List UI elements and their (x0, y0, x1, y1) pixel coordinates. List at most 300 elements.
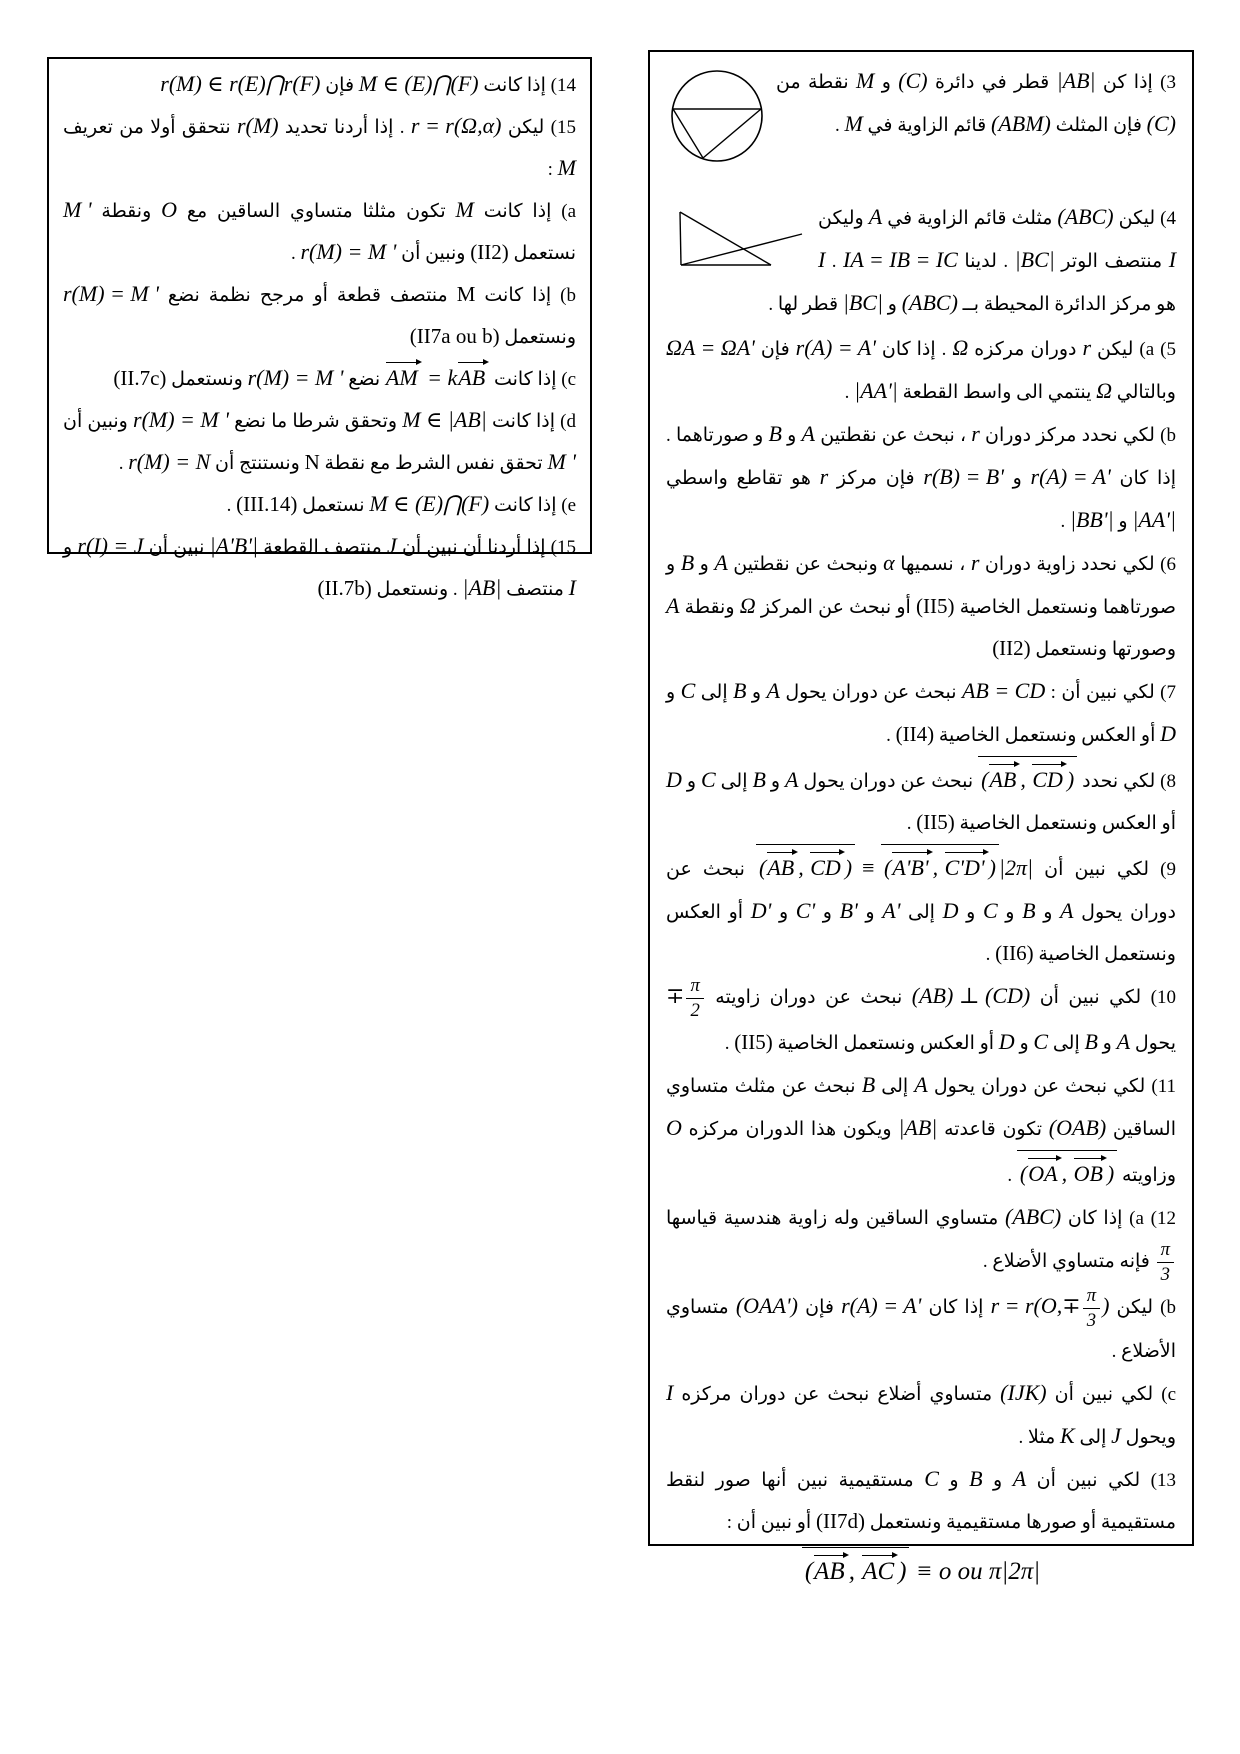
math-group (63, 274, 159, 316)
arabic-text: ونقطة (679, 597, 740, 618)
math-group (962, 670, 1045, 713)
math-run: ) (1102, 1293, 1110, 1319)
math-reference: (II7a ou b) (409, 324, 500, 348)
arabic-text: وبالتالي (1112, 382, 1176, 403)
arabic-text: وليكن (818, 208, 869, 229)
math-group (236, 484, 297, 526)
math-run: D (1160, 721, 1176, 746)
math-group (701, 759, 716, 802)
arabic-text: 11) لكي نبحث عن دوران يحول (927, 1076, 1177, 1097)
math-group (1031, 456, 1111, 499)
arabic-text: وتحقق شرطا ما نضع (228, 411, 403, 432)
math-run: α (883, 550, 895, 575)
math-reference: (II4) (895, 722, 935, 746)
arabic-text: فإنه متساوي الأضلاع . (982, 1251, 1155, 1273)
arabic-text: . (985, 944, 996, 965)
math-run: C (700, 767, 716, 792)
math-reference: (II7d) (815, 1509, 865, 1533)
arabic-text: . (226, 495, 237, 516)
math-group (1169, 239, 1176, 282)
item-15 (63, 106, 576, 190)
item-8 (666, 756, 1176, 844)
item-5b (666, 413, 1176, 542)
math-run: A (1116, 1029, 1131, 1054)
arabic-text: . إذا أردنا تحديد (278, 117, 411, 138)
vector-angle-pair: (AB , CD ) (756, 844, 855, 879)
math-run: A (801, 421, 815, 446)
math-run: A (914, 1072, 928, 1097)
math-run: K (1060, 1423, 1075, 1448)
arabic-text: متساوي الأضلاع . (666, 1297, 1176, 1362)
math-reference: (II.7b) (317, 576, 372, 600)
math-group (896, 714, 934, 756)
vector: CD (1031, 760, 1067, 791)
vector-angle-pair: (A'B' , C'D' ) (881, 844, 999, 879)
arabic-text: و (958, 902, 983, 923)
math-group (1060, 1415, 1075, 1458)
math-run: (ABC) (901, 290, 958, 315)
math-run: M ' (547, 449, 576, 474)
math-run: r(M) = M ' (63, 281, 159, 306)
math-group (317, 568, 371, 610)
math-group (411, 106, 502, 148)
arabic-text: قطر لها . (768, 294, 843, 315)
math-run: M ∈ |AB| (402, 407, 487, 432)
arabic-text: ويكون هذا الدوران مركزه (681, 1119, 899, 1140)
arabic-text: 15) ليكن (501, 117, 576, 138)
arabic-text: 7) لكي نبين أن : (1045, 682, 1176, 703)
math-group (816, 1501, 865, 1543)
math-reference: (II5) (734, 1030, 773, 1054)
math-group (300, 232, 396, 274)
math-run: B (1084, 1029, 1098, 1054)
vector: AM (385, 358, 422, 389)
arabic-text: . (834, 115, 845, 136)
math-run: M (455, 197, 474, 222)
math-run: r(A) = A' (1030, 464, 1111, 489)
math-group (569, 568, 576, 610)
math-reference: (II5) (916, 594, 955, 618)
math-run: M (856, 68, 875, 93)
item-12a (666, 1196, 1176, 1285)
math-group (1155, 1239, 1176, 1285)
vector-angle-pair: (AB , AC ) (802, 1547, 910, 1585)
arabic-text: نبحث عن دوران زاويته (705, 987, 912, 1009)
arabic-text: 14) إذا كانت (478, 75, 576, 96)
math-group (1022, 890, 1035, 933)
math-group (128, 442, 210, 484)
math-reference: M (456, 282, 476, 306)
math-run: O (161, 197, 177, 222)
arabic-text: هو مركز الدائرة المحيطة بــ (957, 294, 1176, 315)
arabic-text: فإن مركز (828, 468, 924, 489)
math-group (882, 890, 900, 933)
math-group (1015, 239, 1055, 282)
vector: AC (861, 1551, 898, 1585)
math-group (1160, 713, 1176, 756)
arabic-text: إلى (875, 1076, 915, 1097)
arabic-text: . (724, 1033, 735, 1054)
arabic-text: 9) لكي نبين أن (1033, 859, 1176, 880)
math-group (862, 1064, 875, 1107)
math-group (63, 190, 92, 232)
arabic-text: . (844, 382, 855, 403)
math-group (359, 64, 479, 106)
vector-angle-pair: (OA , OB ) (1017, 1150, 1117, 1185)
math-group (1147, 103, 1176, 146)
math-run: A (784, 767, 799, 792)
math-group (1070, 499, 1114, 542)
item-11 (666, 1064, 1176, 1196)
math-run: C (924, 1466, 939, 1491)
arabic-text: و (883, 294, 902, 315)
math-run: B (768, 421, 782, 446)
math-group (820, 456, 829, 499)
vector: OA (1027, 1154, 1061, 1185)
math-reference: (II2) (992, 636, 1031, 660)
math-run: Ω (1096, 378, 1113, 403)
arabic-text: نبحث عن دوران يحول (779, 682, 962, 703)
arabic-text: و (781, 425, 802, 446)
math-run: B (861, 1072, 876, 1097)
arabic-text: فإن (320, 75, 359, 96)
arabic-text: ونبحث عن نقطتين (727, 554, 884, 575)
item-6 (666, 542, 1176, 670)
math-group (133, 400, 229, 442)
math-group (666, 1107, 682, 1150)
math-reference: (II5) (916, 810, 955, 834)
math-group (869, 196, 882, 239)
arabic-text: نستعمل (297, 495, 370, 516)
math-run: A (714, 550, 728, 575)
math-run: A (868, 204, 883, 229)
math-run: J (1111, 1423, 1121, 1448)
math-group (470, 232, 508, 274)
right-column-box (648, 50, 1194, 1585)
arabic-text: . إذا كان (875, 339, 953, 360)
math-group (756, 844, 1033, 890)
denominator: 2 (690, 999, 700, 1021)
math-group (1111, 1415, 1121, 1458)
arabic-text: و (666, 682, 681, 703)
item-14 (63, 64, 576, 106)
arabic-text: إلى (715, 771, 753, 792)
math-group (456, 190, 474, 232)
arabic-text: و (874, 72, 899, 93)
arabic-text: 15) إذا أردنا أن نبين أن (396, 537, 577, 558)
math-group (843, 239, 958, 282)
math-group (769, 413, 782, 456)
math-run: (AB) ⊥ (CD) (911, 983, 1031, 1009)
arabic-text: مستقيمية نبين أنها صور لنقط مستقيمية أو صورها مستقيمية ونستعمل (666, 1470, 1176, 1533)
math-run: (ABC) (1005, 1204, 1062, 1229)
math-group (924, 1458, 939, 1501)
math-run: A (766, 678, 780, 703)
vector: AB (457, 358, 489, 389)
arabic-text: و صورتاهما ونستعمل الخاصية (666, 554, 1176, 618)
arabic-text: a) إذا كانت (473, 201, 576, 222)
math-run: (ABM) (991, 111, 1051, 136)
math-group (992, 628, 1030, 670)
math-group (1096, 370, 1112, 413)
arabic-text: دوران مركزه (968, 339, 1083, 360)
math-group (898, 1107, 937, 1150)
math-group (1005, 1196, 1061, 1239)
math-run: ≡ o ou π (909, 1558, 1002, 1585)
minus-plus-sign: ∓ (1062, 1293, 1081, 1319)
math-run: A (1012, 1466, 1027, 1491)
arabic-text: ينتمي الى واسط القطعة (897, 382, 1097, 403)
math-run: B (1022, 898, 1036, 923)
arabic-text: وصورتها ونستعمل (1030, 639, 1176, 660)
arabic-text: فإن (797, 1297, 842, 1319)
math-run: r(M) = M ' (133, 407, 229, 432)
math-group (914, 1064, 927, 1107)
item-13-formula (666, 1547, 1176, 1592)
arabic-text: منتصف القطعة (258, 537, 388, 558)
denominator: 3 (1086, 1309, 1097, 1331)
vector: C'D' (944, 848, 989, 879)
math-run: |AA'| (1132, 507, 1176, 532)
arabic-text: فإن (754, 339, 796, 360)
math-run: O (666, 1115, 682, 1140)
item-15-2 (63, 526, 576, 610)
math-run: r = r(Ω,α) (410, 113, 502, 138)
circle-with-inscribed-right-triangle-figure (668, 66, 768, 168)
math-group (991, 1285, 1110, 1331)
math-run: M ' (63, 197, 92, 222)
math-run: |AB| (898, 1115, 938, 1140)
math-run: ≡ (855, 855, 881, 880)
arabic-text: متساوي الساقين وله زاوية هندسية قياسها (666, 1208, 1005, 1229)
arabic-text: و (1003, 468, 1031, 489)
math-group (237, 106, 279, 148)
math-group (983, 890, 998, 933)
math-run: AB = CD (961, 678, 1046, 703)
arabic-text: أو نبحث عن المركز (755, 597, 916, 618)
arabic-text: d) إذا كانت (486, 411, 576, 432)
math-group (402, 400, 487, 442)
arabic-text: أو نبين أن : (726, 1512, 816, 1533)
fraction-expression (1155, 1239, 1176, 1285)
item-9 (666, 844, 1176, 975)
arabic-text: و (938, 1470, 970, 1491)
math-run: D' (750, 898, 772, 923)
math-run: |BC| (1014, 247, 1055, 272)
math-run: |BB'| (1069, 507, 1114, 532)
arabic-text: c) إذا كانت (489, 369, 576, 390)
math-run: C' (795, 898, 816, 923)
arabic-text: و صورتاهما . إذا كان (666, 425, 1176, 489)
math-group (681, 670, 696, 713)
denominator: 3 (1160, 1263, 1170, 1285)
arabic-text: أو العكس ونستعمل الخاصية (934, 725, 1161, 746)
math-run: B (969, 1466, 983, 1491)
math-group (369, 484, 489, 526)
arabic-text: و (63, 537, 78, 558)
arabic-text: ونبين أن (63, 411, 134, 432)
math-run: r(I) = J (77, 533, 144, 558)
arabic-text: قطر في دائرة (927, 72, 1057, 93)
arabic-text: منتصف قطعة أو مرجح نظمة نضع (158, 285, 457, 306)
arabic-text: و (694, 554, 715, 575)
math-run: r (970, 550, 980, 575)
math-run: J (387, 533, 397, 558)
math-reference: (II6) (995, 941, 1034, 965)
math-group (1082, 327, 1091, 370)
vector: AB (988, 760, 1020, 791)
arabic-text: ونستنتج أن (210, 453, 305, 474)
arabic-text: أو العكس ونستعمل الخاصية (666, 902, 1176, 965)
math-run: r(A) = A' (841, 1293, 922, 1319)
arabic-text: b) إذا كانت (475, 285, 577, 306)
math-group (1017, 1150, 1117, 1196)
math-run: IA = IB = IC (843, 247, 958, 272)
arabic-text: و (1113, 511, 1133, 532)
arabic-text: إلى (1048, 1033, 1085, 1054)
math-group (766, 670, 779, 713)
math-group (854, 370, 898, 413)
math-run: (C) (1146, 111, 1176, 136)
arabic-text: نضع (343, 369, 385, 390)
math-group (1057, 60, 1096, 103)
math-group (1033, 1021, 1048, 1064)
arabic-text: 13) لكي نبين أن (1026, 1470, 1177, 1491)
math-group (912, 975, 1030, 1018)
arabic-text: تحقق نفس الشرط مع نقطة (319, 453, 548, 474)
math-run: |A'B'| (209, 533, 258, 558)
arabic-text: قائم الزاوية في (862, 115, 991, 136)
math-run: D (666, 767, 682, 792)
math-group (843, 282, 883, 325)
math-group (1013, 1458, 1026, 1501)
math-group (916, 586, 954, 628)
math-group (387, 526, 397, 568)
math-run: M (557, 155, 576, 180)
math-reference: (II2) (470, 240, 509, 264)
math-group (734, 1022, 772, 1064)
math-run: |BC| (842, 290, 884, 315)
left-column-box (47, 57, 592, 600)
arabic-text: مثلث قائم الزاوية في (882, 208, 1058, 229)
math-group (305, 442, 320, 484)
arabic-text: منتصف (501, 579, 569, 600)
arabic-text: ونستعمل (166, 369, 248, 390)
arabic-text: 10) لكي نبين أن (1030, 987, 1176, 1009)
math-run: r (1082, 335, 1091, 360)
math-run: M (844, 111, 863, 136)
math-reference: (II.7c) (113, 366, 167, 390)
vector: AB (766, 848, 798, 879)
item-7 (666, 670, 1176, 756)
arabic-text: ونبين أن (396, 243, 471, 264)
math-group (898, 60, 927, 103)
math-run: C (680, 678, 696, 703)
math-group (385, 358, 489, 400)
vector-angle-pair: (AB , CD ) (978, 756, 1077, 791)
math-group (666, 327, 755, 370)
math-group (666, 585, 679, 628)
math-group (978, 756, 1077, 802)
arabic-text: نستعمل (508, 243, 576, 264)
math-run: r(B) = B' (923, 464, 1004, 489)
item-13 (666, 1458, 1176, 1543)
arabic-text: و (1035, 902, 1061, 923)
numerator: π (686, 975, 703, 999)
math-run: r(A) = A' (795, 335, 876, 360)
math-run: I (818, 247, 826, 272)
math-group (733, 670, 746, 713)
math-run: B (680, 550, 695, 575)
arabic-text: 8) لكي نحدد (1077, 771, 1176, 792)
arabic-text: 12) a) إذا كان (1061, 1208, 1176, 1229)
item-15-b (63, 274, 576, 358)
math-group (802, 1547, 1040, 1592)
math-run: C (982, 898, 998, 923)
math-run: |2π| (1001, 1558, 1041, 1585)
arabic-text: إذا كان (921, 1297, 991, 1319)
arabic-text: . (118, 453, 129, 474)
arabic-text: و (1097, 1033, 1117, 1054)
math-group (916, 802, 954, 844)
math-group (883, 542, 895, 585)
math-group (844, 103, 862, 146)
arabic-text: . (1007, 1165, 1017, 1186)
item-4 (666, 196, 1176, 325)
math-reference: N (304, 450, 320, 474)
math-group (714, 542, 727, 585)
math-run: M ∈ (E)⋂(F) (369, 491, 490, 516)
arabic-text: . لدينا (957, 251, 1015, 272)
math-run: M ∈ (E)⋂(F) (358, 71, 479, 96)
math-group (1000, 1372, 1046, 1415)
arabic-text: و (997, 902, 1023, 923)
math-run: I (666, 1380, 674, 1405)
fraction-expression (1062, 1285, 1102, 1331)
math-run: D (998, 1029, 1015, 1054)
math-group (457, 274, 476, 316)
arabic-text: . (290, 243, 301, 264)
arabic-text: e) إذا كانت (489, 495, 576, 516)
math-group (796, 890, 815, 933)
arabic-text: . (1060, 511, 1070, 532)
math-group (1057, 196, 1113, 239)
math-run: r(M) (237, 113, 279, 138)
arabic-text: : (547, 159, 558, 180)
math-run: A' (882, 898, 901, 923)
math-group (160, 64, 320, 106)
math-group (1049, 1107, 1106, 1150)
item-15-a (63, 190, 576, 274)
math-run: r (819, 464, 829, 489)
fraction-expression (666, 975, 706, 1021)
math-run: Ω (952, 335, 969, 360)
math-group (248, 358, 344, 400)
math-reference: (III.14) (236, 492, 298, 516)
math-run: D (942, 898, 959, 923)
math-run: (IJK) (1000, 1380, 1047, 1405)
math-run: C (1033, 1029, 1049, 1054)
math-group (740, 585, 756, 628)
vector: CD (809, 848, 845, 879)
arabic-text: 6) لكي نحدد زاوية دوران (979, 554, 1176, 575)
math-group (923, 456, 1004, 499)
item-12b (666, 1285, 1176, 1372)
item-10 (666, 975, 1176, 1064)
math-run: Ω (739, 593, 756, 618)
arabic-text: ونقطة (91, 201, 162, 222)
arabic-text: تكون قاعدته (937, 1119, 1049, 1140)
